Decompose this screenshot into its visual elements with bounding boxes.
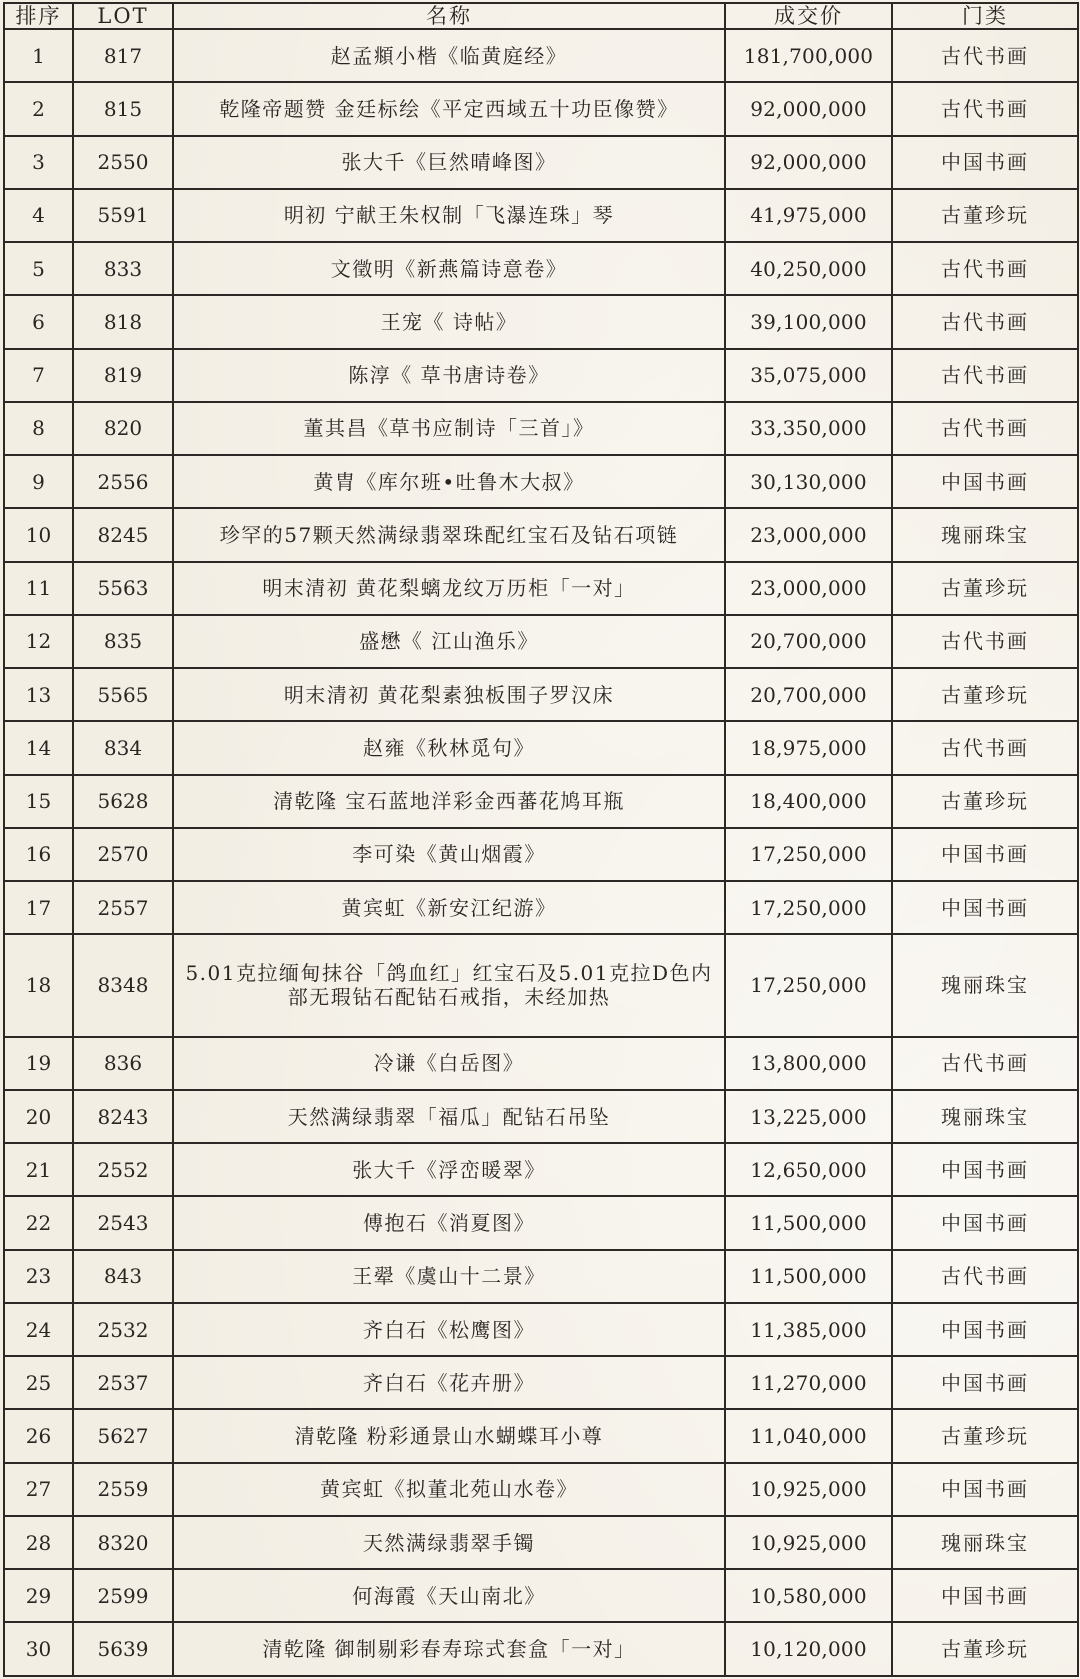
table-row <box>4 1569 1078 1622</box>
cell-rank: 12 <box>4 615 73 668</box>
cell-category: 古董珍玩 <box>892 1622 1078 1676</box>
cell-price: 10,120,000 <box>725 1622 892 1676</box>
cell-rank: 29 <box>4 1569 73 1622</box>
cell-category: 古董珍玩 <box>892 1409 1078 1462</box>
cell-lot: 2570 <box>73 828 173 881</box>
cell-rank: 13 <box>4 668 73 721</box>
cell-price: 92,000,000 <box>725 82 892 135</box>
cell-lot: 8348 <box>73 934 173 1036</box>
cell-price: 17,250,000 <box>725 934 892 1036</box>
table-row <box>4 1303 1078 1356</box>
cell-price: 17,250,000 <box>725 881 892 934</box>
cell-category: 古代书画 <box>892 349 1078 402</box>
cell-price: 11,270,000 <box>725 1356 892 1409</box>
cell-price: 11,040,000 <box>725 1409 892 1462</box>
table-row <box>4 402 1078 455</box>
cell-name: 清乾隆 宝石蓝地洋彩金西蕃花鸠耳瓶 <box>173 775 725 828</box>
cell-rank: 24 <box>4 1303 73 1356</box>
cell-category: 中国书画 <box>892 1143 1078 1196</box>
cell-rank: 27 <box>4 1463 73 1516</box>
cell-lot: 819 <box>73 349 173 402</box>
cell-rank: 3 <box>4 136 73 189</box>
cell-name: 张大千《浮峦暖翠》 <box>173 1143 725 1196</box>
cell-lot: 8320 <box>73 1516 173 1569</box>
cell-rank: 7 <box>4 349 73 402</box>
cell-name: 盛懋《 江山渔乐》 <box>173 615 725 668</box>
cell-name: 傅抱石《消夏图》 <box>173 1196 725 1249</box>
cell-category: 古代书画 <box>892 295 1078 348</box>
cell-price: 35,075,000 <box>725 349 892 402</box>
table-row <box>4 668 1078 721</box>
cell-category: 中国书画 <box>892 1196 1078 1249</box>
header-lot: LOT <box>73 3 173 29</box>
cell-price: 33,350,000 <box>725 402 892 455</box>
cell-price: 11,500,000 <box>725 1196 892 1249</box>
cell-rank: 16 <box>4 828 73 881</box>
cell-name: 黄宾虹《拟董北苑山水卷》 <box>173 1463 725 1516</box>
table-row <box>4 615 1078 668</box>
cell-lot: 5591 <box>73 189 173 242</box>
cell-name: 5.01克拉缅甸抹谷「鸽血红」红宝石及5.01克拉D色内部无瑕钻石配钻石戒指，未经加热 <box>173 934 725 1036</box>
cell-category: 中国书画 <box>892 455 1078 508</box>
cell-category: 瑰丽珠宝 <box>892 934 1078 1036</box>
cell-category: 古代书画 <box>892 615 1078 668</box>
header-category: 门类 <box>892 3 1078 29</box>
cell-lot: 815 <box>73 82 173 135</box>
cell-name: 齐白石《松鹰图》 <box>173 1303 725 1356</box>
cell-category: 中国书画 <box>892 1356 1078 1409</box>
cell-name: 天然满绿翡翠「福瓜」配钻石吊坠 <box>173 1090 725 1143</box>
cell-lot: 2557 <box>73 881 173 934</box>
cell-category: 瑰丽珠宝 <box>892 508 1078 561</box>
cell-price: 10,925,000 <box>725 1463 892 1516</box>
cell-name: 天然满绿翡翠手镯 <box>173 1516 725 1569</box>
cell-name: 陈淳《 草书唐诗卷》 <box>173 349 725 402</box>
table-row <box>4 828 1078 881</box>
cell-price: 23,000,000 <box>725 508 892 561</box>
table-row <box>4 136 1078 189</box>
cell-lot: 834 <box>73 721 173 774</box>
cell-category: 中国书画 <box>892 881 1078 934</box>
cell-rank: 18 <box>4 934 73 1036</box>
cell-category: 古代书画 <box>892 721 1078 774</box>
table-row <box>4 934 1078 1036</box>
cell-lot: 820 <box>73 402 173 455</box>
cell-category: 中国书画 <box>892 828 1078 881</box>
cell-lot: 8245 <box>73 508 173 561</box>
cell-category: 古代书画 <box>892 242 1078 295</box>
cell-rank: 11 <box>4 562 73 615</box>
cell-lot: 817 <box>73 29 173 82</box>
cell-price: 30,130,000 <box>725 455 892 508</box>
cell-rank: 15 <box>4 775 73 828</box>
table-row <box>4 1196 1078 1249</box>
cell-lot: 2556 <box>73 455 173 508</box>
table-row <box>4 349 1078 402</box>
cell-name: 清乾隆 御制剔彩春寿琮式套盒「一对」 <box>173 1622 725 1676</box>
cell-category: 古代书画 <box>892 1250 1078 1303</box>
cell-rank: 8 <box>4 402 73 455</box>
cell-lot: 835 <box>73 615 173 668</box>
table-row <box>4 1409 1078 1462</box>
table-row <box>4 1090 1078 1143</box>
cell-rank: 20 <box>4 1090 73 1143</box>
cell-rank: 1 <box>4 29 73 82</box>
cell-lot: 2550 <box>73 136 173 189</box>
cell-name: 冷谦《白岳图》 <box>173 1037 725 1090</box>
cell-rank: 17 <box>4 881 73 934</box>
table-row <box>4 1356 1078 1409</box>
cell-rank: 10 <box>4 508 73 561</box>
cell-category: 中国书画 <box>892 1303 1078 1356</box>
cell-rank: 21 <box>4 1143 73 1196</box>
cell-rank: 28 <box>4 1516 73 1569</box>
table-row <box>4 295 1078 348</box>
cell-price: 18,975,000 <box>725 721 892 774</box>
table-row <box>4 1622 1078 1676</box>
cell-lot: 5628 <box>73 775 173 828</box>
cell-lot: 818 <box>73 295 173 348</box>
cell-name: 何海霞《天山南北》 <box>173 1569 725 1622</box>
cell-lot: 836 <box>73 1037 173 1090</box>
header-row <box>4 3 1078 29</box>
cell-lot: 2552 <box>73 1143 173 1196</box>
cell-name: 王宠《 诗帖》 <box>173 295 725 348</box>
cell-rank: 5 <box>4 242 73 295</box>
cell-name: 李可染《黄山烟霞》 <box>173 828 725 881</box>
cell-price: 20,700,000 <box>725 615 892 668</box>
cell-rank: 26 <box>4 1409 73 1462</box>
cell-lot: 843 <box>73 1250 173 1303</box>
table-row <box>4 881 1078 934</box>
table-row <box>4 29 1078 82</box>
cell-price: 11,385,000 <box>725 1303 892 1356</box>
cell-price: 11,500,000 <box>725 1250 892 1303</box>
cell-lot: 2599 <box>73 1569 173 1622</box>
table-row <box>4 1143 1078 1196</box>
cell-rank: 14 <box>4 721 73 774</box>
cell-price: 17,250,000 <box>725 828 892 881</box>
cell-rank: 9 <box>4 455 73 508</box>
cell-rank: 23 <box>4 1250 73 1303</box>
table-row <box>4 775 1078 828</box>
cell-name: 黄宾虹《新安江纪游》 <box>173 881 725 934</box>
cell-price: 23,000,000 <box>725 562 892 615</box>
cell-name: 赵雍《秋林觅句》 <box>173 721 725 774</box>
cell-lot: 2543 <box>73 1196 173 1249</box>
cell-name: 明初 宁献王朱权制「飞瀑连珠」琴 <box>173 189 725 242</box>
cell-category: 古代书画 <box>892 29 1078 82</box>
cell-name: 明末清初 黄花梨素独板围子罗汉床 <box>173 668 725 721</box>
cell-price: 10,925,000 <box>725 1516 892 1569</box>
cell-category: 瑰丽珠宝 <box>892 1090 1078 1143</box>
cell-lot: 5627 <box>73 1409 173 1462</box>
cell-lot: 5563 <box>73 562 173 615</box>
cell-rank: 25 <box>4 1356 73 1409</box>
header-name: 名称 <box>173 3 725 29</box>
cell-category: 瑰丽珠宝 <box>892 1516 1078 1569</box>
cell-name: 黄胄《库尔班•吐鲁木大叔》 <box>173 455 725 508</box>
cell-price: 92,000,000 <box>725 136 892 189</box>
cell-lot: 2537 <box>73 1356 173 1409</box>
cell-price: 20,700,000 <box>725 668 892 721</box>
cell-rank: 19 <box>4 1037 73 1090</box>
cell-price: 40,250,000 <box>725 242 892 295</box>
cell-category: 古代书画 <box>892 82 1078 135</box>
cell-price: 39,100,000 <box>725 295 892 348</box>
table-row <box>4 1037 1078 1090</box>
table-row <box>4 508 1078 561</box>
table-row <box>4 562 1078 615</box>
cell-name: 张大千《巨然晴峰图》 <box>173 136 725 189</box>
cell-rank: 30 <box>4 1622 73 1676</box>
cell-lot: 2559 <box>73 1463 173 1516</box>
cell-name: 乾隆帝题赞 金廷标绘《平定西域五十功臣像赞》 <box>173 82 725 135</box>
table-row <box>4 1516 1078 1569</box>
cell-price: 13,225,000 <box>725 1090 892 1143</box>
cell-name: 文徵明《新燕篇诗意卷》 <box>173 242 725 295</box>
cell-category: 中国书画 <box>892 1569 1078 1622</box>
cell-name: 董其昌《草书应制诗「三首」》 <box>173 402 725 455</box>
table-row <box>4 242 1078 295</box>
cell-price: 41,975,000 <box>725 189 892 242</box>
cell-price: 10,580,000 <box>725 1569 892 1622</box>
cell-name: 王翚《虞山十二景》 <box>173 1250 725 1303</box>
cell-name: 珍罕的57颗天然满绿翡翠珠配红宝石及钻石项链 <box>173 508 725 561</box>
cell-lot: 5639 <box>73 1622 173 1676</box>
table-row <box>4 721 1078 774</box>
table-row <box>4 1463 1078 1516</box>
cell-rank: 6 <box>4 295 73 348</box>
cell-category: 古代书画 <box>892 1037 1078 1090</box>
cell-name: 齐白石《花卉册》 <box>173 1356 725 1409</box>
cell-name: 赵孟頫小楷《临黄庭经》 <box>173 29 725 82</box>
cell-category: 古代书画 <box>892 402 1078 455</box>
header-price: 成交价 <box>725 3 892 29</box>
cell-name: 清乾隆 粉彩通景山水蝴蝶耳小尊 <box>173 1409 725 1462</box>
cell-price: 18,400,000 <box>725 775 892 828</box>
table-row <box>4 82 1078 135</box>
cell-lot: 8243 <box>73 1090 173 1143</box>
table-row <box>4 189 1078 242</box>
cell-price: 12,650,000 <box>725 1143 892 1196</box>
cell-lot: 833 <box>73 242 173 295</box>
table-row <box>4 1250 1078 1303</box>
cell-category: 中国书画 <box>892 136 1078 189</box>
cell-name: 明末清初 黄花梨螭龙纹万历柜「一对」 <box>173 562 725 615</box>
cell-lot: 5565 <box>73 668 173 721</box>
table-body <box>4 29 1078 1676</box>
cell-price: 13,800,000 <box>725 1037 892 1090</box>
cell-category: 古董珍玩 <box>892 775 1078 828</box>
cell-category: 古董珍玩 <box>892 562 1078 615</box>
cell-category: 古董珍玩 <box>892 668 1078 721</box>
cell-lot: 2532 <box>73 1303 173 1356</box>
cell-rank: 22 <box>4 1196 73 1249</box>
cell-rank: 4 <box>4 189 73 242</box>
table-row <box>4 455 1078 508</box>
cell-price: 181,700,000 <box>725 29 892 82</box>
cell-category: 古董珍玩 <box>892 189 1078 242</box>
cell-category: 中国书画 <box>892 1463 1078 1516</box>
header-rank: 排序 <box>4 3 73 29</box>
cell-rank: 2 <box>4 82 73 135</box>
auction-results-table <box>3 2 1079 1677</box>
